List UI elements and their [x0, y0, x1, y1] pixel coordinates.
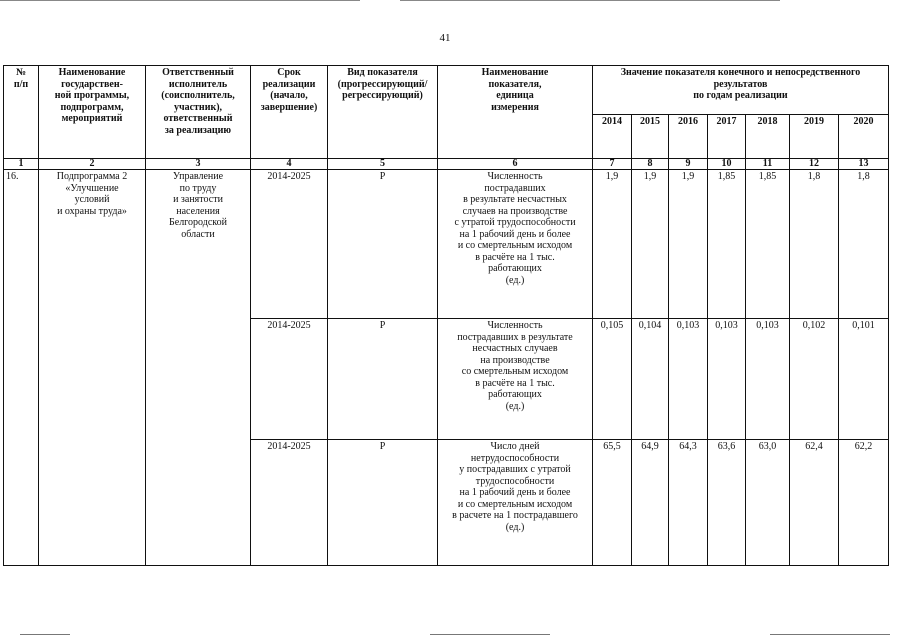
row-value: 63,0: [746, 440, 790, 566]
header-indicator-name: Наименование показателя, единица измерения: [438, 66, 593, 159]
row-number: 16.: [4, 170, 39, 566]
bottom-edge-rule-left: [20, 634, 70, 635]
row-indicator-name: Численность пострадавших в результате несчастных случаев на производстве с утратой трудоспособности на 1 рабочий день и более и со смертельным исходом в расчёте на 1 тыс. работающих (ед.): [438, 170, 593, 319]
header-year: 2018: [746, 115, 790, 159]
header-values-group: Значение показателя конечного и непосредственного результатов по годам реализации: [593, 66, 889, 115]
header-period: Срок реализации (начало, завершение): [251, 66, 328, 159]
row-executor: Управление по труду и занятости населения Белгородской области: [146, 170, 251, 566]
column-number: 13: [839, 159, 889, 170]
top-edge-rule-left: [0, 0, 360, 1]
column-number: 9: [669, 159, 708, 170]
row-indicator-type: Р: [328, 170, 438, 319]
row-value: 62,2: [839, 440, 889, 566]
row-value: 1,9: [632, 170, 669, 319]
row-value: 65,5: [593, 440, 632, 566]
header-indicator-type: Вид показателя (прогрессирующий/ регрессирующий): [328, 66, 438, 159]
column-number: 2: [39, 159, 146, 170]
row-value: 0,103: [669, 319, 708, 440]
row-value: 0,103: [708, 319, 746, 440]
column-number: 10: [708, 159, 746, 170]
row-indicator-name: Численность пострадавших в результате несчастных случаев на производстве со смертельным исходом в расчёте на 1 тыс. работающих (ед.): [438, 319, 593, 440]
row-value: 0,105: [593, 319, 632, 440]
row-value: 0,104: [632, 319, 669, 440]
column-number: 3: [146, 159, 251, 170]
header-year: 2016: [669, 115, 708, 159]
row-value: 1,85: [708, 170, 746, 319]
top-edge-rule-right: [400, 0, 780, 1]
column-number: 8: [632, 159, 669, 170]
column-number: 12: [790, 159, 839, 170]
row-period: 2014-2025: [251, 440, 328, 566]
row-program: Подпрограмма 2 «Улучшение условий и охраны труда»: [39, 170, 146, 566]
column-number: 6: [438, 159, 593, 170]
column-number: 7: [593, 159, 632, 170]
column-number: 1: [4, 159, 39, 170]
row-value: 63,6: [708, 440, 746, 566]
header-row: [4, 66, 889, 115]
row-indicator-type: Р: [328, 440, 438, 566]
row-value: 0,101: [839, 319, 889, 440]
column-number: 5: [328, 159, 438, 170]
column-numbers-row: [4, 159, 889, 170]
row-value: 1,8: [790, 170, 839, 319]
column-number: 4: [251, 159, 328, 170]
header-program-name: Наименование государствен- ной программы, подпрограмм, мероприятий: [39, 66, 146, 159]
header-year: 2017: [708, 115, 746, 159]
page-number: 41: [439, 32, 451, 44]
header-year: 2014: [593, 115, 632, 159]
row-value: 1,9: [593, 170, 632, 319]
bottom-edge-rule-right: [770, 634, 890, 635]
header-year: 2020: [839, 115, 889, 159]
row-value: 64,3: [669, 440, 708, 566]
header-executor: Ответственный исполнитель (соисполнитель, участник), ответственный за реализацию: [146, 66, 251, 159]
row-value: 1,8: [839, 170, 889, 319]
header-year: 2019: [790, 115, 839, 159]
row-period: 2014-2025: [251, 170, 328, 319]
row-value: 62,4: [790, 440, 839, 566]
row-indicator-type: Р: [328, 319, 438, 440]
header-year: 2015: [632, 115, 669, 159]
row-indicator-name: Число дней нетрудоспособности у пострадавших с утратой трудоспособности на 1 рабочий день и более и со смертельным исходом в расчете на 1 пострадавшего (ед.): [438, 440, 593, 566]
row-value: 1,85: [746, 170, 790, 319]
column-number: 11: [746, 159, 790, 170]
row-value: 1,9: [669, 170, 708, 319]
header-number: № п/п: [4, 66, 39, 159]
bottom-edge-rule-middle: [430, 634, 550, 635]
row-period: 2014-2025: [251, 319, 328, 440]
table-row: [4, 170, 889, 319]
indicators-table: [3, 65, 889, 566]
row-value: 0,103: [746, 319, 790, 440]
row-value: 0,102: [790, 319, 839, 440]
row-value: 64,9: [632, 440, 669, 566]
